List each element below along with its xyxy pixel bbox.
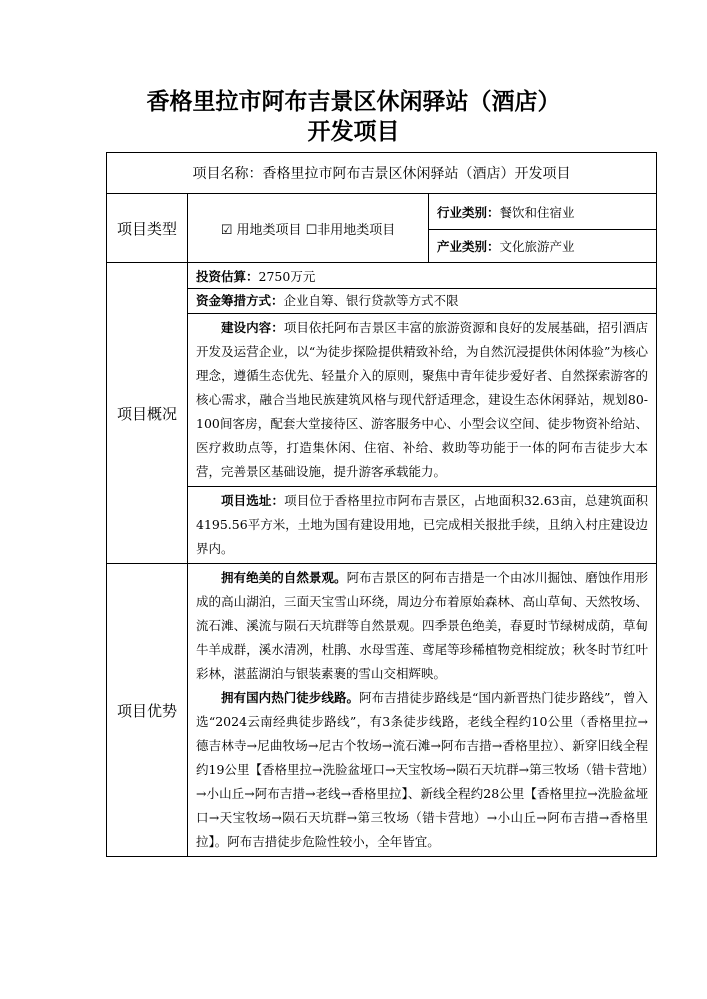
advantage-2-heading: 拥有国内热门徒步线路。 xyxy=(221,690,360,705)
site-text: 项目位于香格里拉市阿布吉景区，占地面积32.63亩，总建筑面积4195.56平方米，土地为国有建设用地，已完成相关报批手续，且纳入村庄建设边界内。 xyxy=(196,493,649,556)
document-title-line2: 开发项目 xyxy=(307,119,400,145)
site-cell xyxy=(188,487,657,564)
funding-cell xyxy=(188,289,657,314)
sector-value: 文化旅游产业 xyxy=(499,239,575,254)
advantage-paragraph-1 xyxy=(196,566,648,686)
advantage-cell xyxy=(188,564,657,857)
document-title-line1: 香格里拉市阿布吉景区休闲驿站（酒店） xyxy=(146,89,561,115)
investment-label: 投资估算： xyxy=(196,268,259,284)
site-label: 项目选址： xyxy=(221,493,285,508)
project-type-label: 项目类型 xyxy=(107,194,188,263)
funding-value: 企业自筹、银行贷款等方式不限 xyxy=(283,293,459,308)
advantage-paragraph-2 xyxy=(196,686,648,854)
advantage-1-text: 阿布吉景区的阿布吉措是一个由冰川掘蚀、磨蚀作用形成的高山湖泊，三面天宝雪山环绕，周边分布着原始森林、高山草甸、天然牧场、流石滩、溪流与陨石天坑群等自然景观。四季景色绝美，春夏时节绿树成荫，草甸牛羊成群，溪水清冽，杜鹃、水母雪莲、鸢尾等珍稀植物竞相绽放；秋冬时节红叶彩林，湛蓝湖泊与银装素裹的雪山交相辉映。 xyxy=(196,570,649,681)
industry-cell xyxy=(429,194,657,230)
advantage-2-text: 阿布吉措徒步路线是“国内新晋热门徒步路线”，曾入选“2024云南经典徒步路线”，有3条徒步线路，老线全程约10公里（香格里拉→德吉林寺→尼曲牧场→尼古个牧场→流石滩→阿布吉措→香格里拉）、新穿旧线全程约19公里【香格里拉→洗脸盆垭口→天宝牧场→陨石天坑群→第三牧场（错卡营地）→小山丘→阿布吉措→老线→香格里拉】、新线全程约28公里【香格里拉→洗脸盆垭口→天宝牧场→陨石天坑群→第三牧场（错卡营地）→小山丘→阿布吉措→香格里拉】。阿布吉措徒步危险性较小，全年皆宜。 xyxy=(196,690,649,849)
project-name-cell: 项目名称：香格里拉市阿布吉景区休闲驿站（酒店）开发项目 xyxy=(107,153,657,194)
investment-value: 2750万元 xyxy=(258,268,316,284)
sector-cell xyxy=(429,230,657,263)
overview-label: 项目概况 xyxy=(107,263,188,564)
construction-text: 项目依托阿布吉景区丰富的旅游资源和良好的发展基础，招引酒店开发及运营企业，以“为徒步探险提供精致补给，为自然沉浸提供休闲体验”为核心理念，遵循生态优先、轻量介入的原则，聚焦中青年徒步爱好者、自然探索游客的核心需求，融合当地民族建筑风格与现代舒适理念，建设生态休闲驿站，规划80-100间客房，配套大堂接待区、游客服务中心、小型会议空间、徒步物资补给站、医疗救助点等，打造集休闲、住宿、补给、救助等功能于一体的阿布吉徒步大本营，完善景区基础设施，提升游客承载能力。 xyxy=(196,320,649,479)
land-use-options: ☑ 用地类项目 ☐非用地类项目 xyxy=(188,194,429,263)
project-table xyxy=(106,152,657,857)
advantage-label: 项目优势 xyxy=(107,564,188,857)
sector-label: 产业类别： xyxy=(437,239,500,254)
industry-value: 餐饮和住宿业 xyxy=(499,204,575,220)
industry-label: 行业类别： xyxy=(437,204,500,220)
construction-label: 建设内容： xyxy=(221,320,284,335)
funding-label: 资金筹措方式： xyxy=(196,293,284,308)
construction-cell xyxy=(188,314,657,487)
investment-cell xyxy=(188,263,657,289)
advantage-1-heading: 拥有绝美的自然景观。 xyxy=(221,570,347,585)
